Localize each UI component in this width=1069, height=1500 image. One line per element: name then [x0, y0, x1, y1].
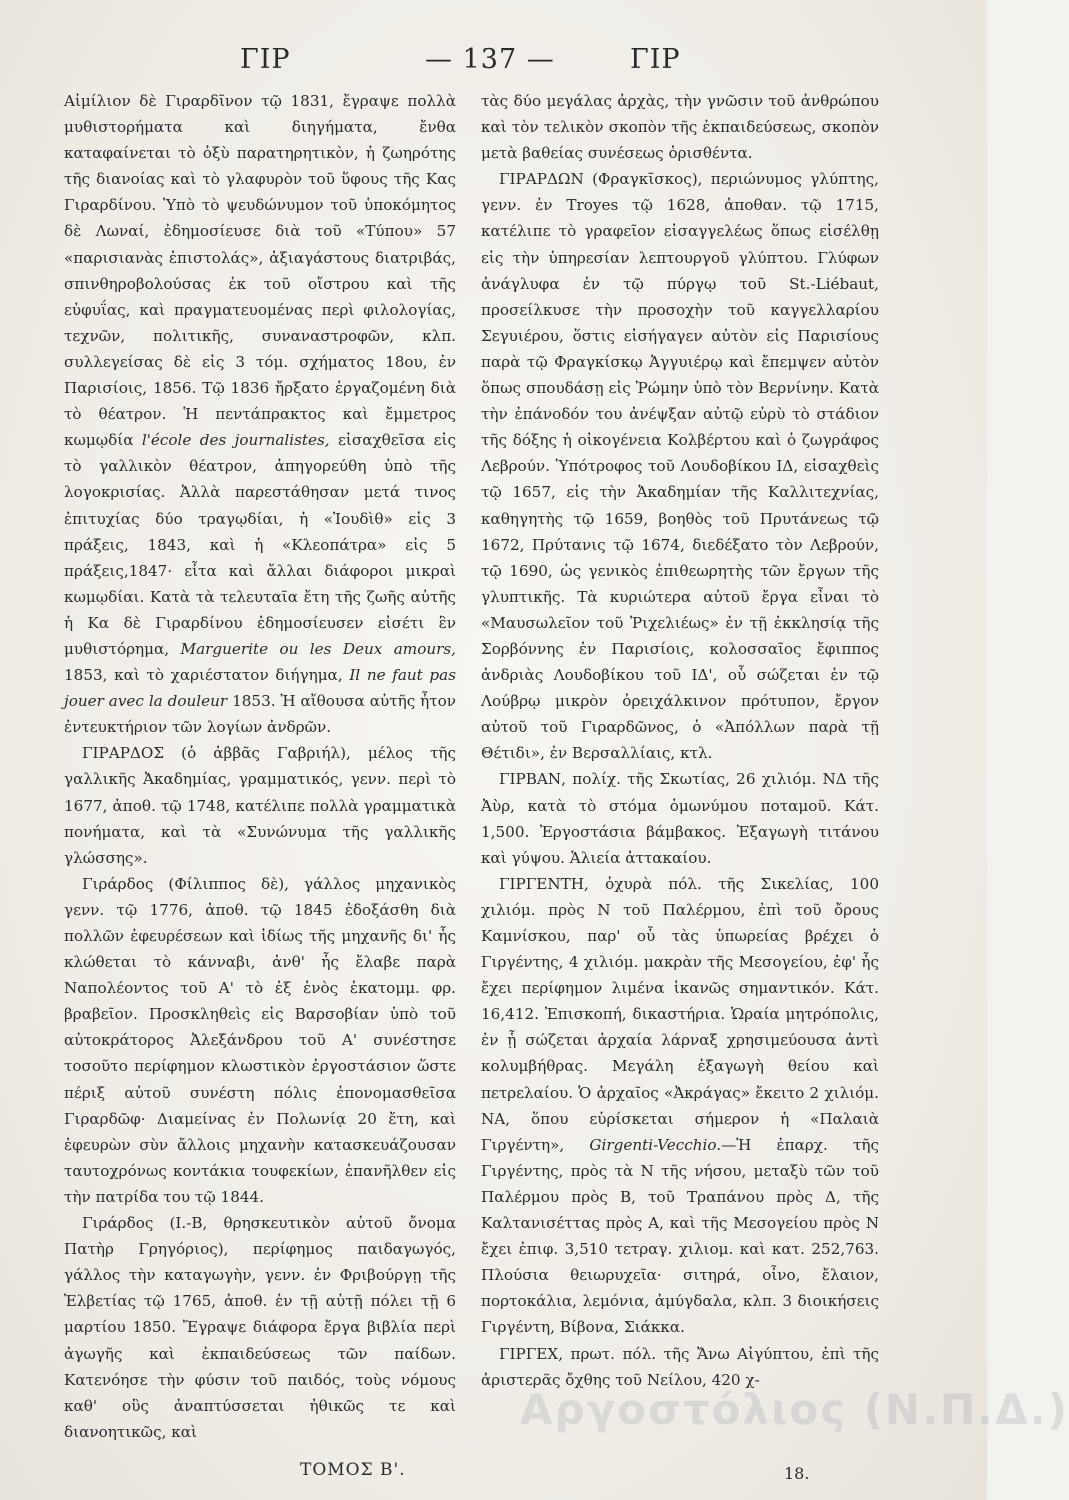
entry-girgeh: ΓΙΡΓΕΧ, πρωτ. πόλ. τῆς Ἄνω Αἰγύπτου, ἐπὶ τῆς ἀριστερᾶς ὄχθης τοῦ Νείλου, 420 χ- [481, 1344, 879, 1389]
signature-mark: 18. [784, 1464, 810, 1483]
italic-title: Marguerite ou les Deux amours, [180, 639, 457, 658]
text-run: 1853, καὶ τὸ χαριέστατον διήγημα, [64, 666, 343, 685]
italic-place-name: Girgenti-Vecchio. [589, 1135, 722, 1154]
italic-title: l'école des journalistes, [141, 431, 330, 450]
entry-girardos-philippe: Γιράρδος (Φίλιππος δὲ), γάλλος μηχανικὸς γενν. τῷ 1776, ἀποθ. τῷ 1845 ἐδοξάσθη διὰ πολλῶν ἐφευρέσεων καὶ ἰδίως τῆς μηχανῆς δι' ἧς κλώθεται τὸ κάνναβι, ἀνθ' ἧς ἔλαβε παρὰ Ναπολέοντος τοῦ Α' τὸ ἐξ ἑνὸς ἑκατομμ. φρ. βραβεῖον. Προσκληθεὶς εἰς Βαρσοβίαν ὑπὸ τοῦ αὐτοκράτορος Ἀλεξάνδρου τοῦ Α' συνέστησε τοσοῦτο περίφημον κλωστικὸν ἐργοστάσιον ὥστε πέριξ αὐτοῦ συνέστη πόλις ἐπονομασθεῖσα Γιραρδῶφ· Διαμείνας ἐν Πολωνίᾳ 20 ἔτη, καὶ ἐφευρὼν σὺν ἄλλοις μηχανὴν κατασκευάζουσαν ταυτοχρόνως κοντάκια τουφεκίων, ἐπανῆλθεν εἰς τὴν πατρίδα του τῷ 1844. [64, 874, 456, 1206]
left-column [64, 88, 456, 1445]
text-run: 1853. Ἡ αἴθουσα αὐτῆς ἦτον ἐντευκτήριον τῶν λογίων ἀνδρῶν. [64, 692, 456, 737]
header-left-guideword: ΓΙΡ [240, 44, 291, 75]
right-column [481, 88, 879, 1393]
text-run: ΓΙΡΓΕΝΤΗ, ὀχυρὰ πόλ. τῆς Σικελίας, 100 χιλιόμ. πρὸς Ν τοῦ Παλέρμου, ἐπὶ τοῦ ὄρους Καμνίσκου, παρ' οὗ τὰς ὑπωρείας βρέχει ὁ Γιργέντης, 4 χιλιόμ. μακρὰν τῆς Μεσογείου, ἐφ' ἧς ἔχει περίφημον λιμένα ἱκανῶς σημαντικόν. Κάτ. 16,412. Ἐπισκοπή, δικαστήρια. Ὡραία μητρόπολις, ἐν ᾗ σώζεται ἀρχαία λάρναξ χρησιμεύουσα ἀντὶ κολυμβήθρας. Μεγάλη ἐξαγωγὴ θείου καὶ πετρελαίου. Ὁ ἀρχαῖος «Ἀκράγας» ἔκειτο 2 χιλιόμ. ΝΑ, ὅπου εὑρίσκεται σήμερον ἡ «Παλαιὰ Γιργέντη», [481, 874, 879, 1154]
italic-title: Il ne faut pas jouer avec la douleur [64, 666, 457, 711]
text-run: Αἰμίλιον δὲ Γιραρδῖνον τῷ 1831, ἔγραψε πολλὰ μυθιστορήματα καὶ διηγήματα, ἔνθα καταφαίνεται τὸ ὀξὺ παρατηρητικὸν, ἡ ζωηρότης τῆς διανοίας καὶ τὸ γλαφυρὸν τοῦ ὕφους τῆς Κας Γιραρδίνου. Ὑπὸ τὸ ψευδώνυμον τοῦ ὑποκόμητος δὲ Λωναί, ἐδημοσίευσε διὰ τοῦ «Τύπου» 57 «παρισιανὰς ἐπιστολάς», ἀξιαγάστους διατριβάς, σπινθηροβολούσας ἐκ τοῦ οἴστρου καὶ τῆς εὐφυΐας, καὶ πραγματευομένας περὶ φιλολογίας, τεχνῶν, πολιτικῆς, συναναστροφῶν, κλπ. συλλεγείσας δὲ εἰς 3 τόμ. σχήματος 18ου, ἐν Παρισίοις, 1856. Τῷ 1836 ἤρξατο ἐργαζομένη διὰ τὸ θέατρον. Ἡ πεντάπρακτος καὶ ἔμμετρος κωμῳδία [64, 92, 456, 450]
text-run: —Ἡ ἐπαρχ. τῆς Γιργέντης, πρὸς τὰ Ν τῆς νήσου, μεταξὺ τῶν τοῦ Παλέρμου πρὸς Β, τοῦ Τραπάνου πρὸς Δ, τῆς Καλτανισέττας πρὸς Α, καὶ τῆς Μεσογείου πρὸς Ν ἔχει ἐπιφ. 3,510 τετραγ. χιλιομ. καὶ κατ. 252,763. Πλούσια θειωρυχεῖα· σιτηρά, οἶνο, ἔλαιον, πορτοκάλια, λεμόνια, ἀμύγδαλα, κλπ. 3 διοικήσεις Γιργέντη, Βίβονα, Σιάκκα. [481, 1135, 880, 1337]
page-number: — 137 — [425, 44, 555, 75]
entry-girardos-abbe: ΓΙΡΑΡΔΟΣ (ὁ ἀββᾶς Γαβριήλ), μέλος τῆς γαλλικῆς Ἀκαδημίας, γραμματικός, γενν. περὶ τὸ 1677, ἀποθ. τῷ 1748, κατέλιπε πολλὰ γραμματικὰ πονήματα, καὶ τὰ «Συνώνυμα τῆς γαλλικῆς γλώσσης». [64, 744, 456, 867]
paragraph-continuation: τὰς δύο μεγάλας ἀρχὰς, τὴν γνῶσιν τοῦ ἀνθρώπου καὶ τὸν τελικὸν σκοπὸν τῆς ἐκπαιδεύσεως, σκοπὸν μετὰ βαθείας συνέσεως ὁρισθέντα. [481, 92, 879, 163]
entry-girardos-gregoire: Γιράρδος (I.-B, θρησκευτικὸν αὐτοῦ ὄνομα Πατὴρ Γρηγόριος), περίφημος παιδαγωγός, γάλλος τὴν καταγωγὴν, γενν. ἐν Φριβούργῃ τῆς Ἑλβετίας τῷ 1765, ἀποθ. ἐν τῇ αὐτῇ πόλει τῇ 6 μαρτίου 1850. Ἔγραψε διάφορα ἔργα βιβλία περὶ ἀγωγῆς καὶ ἐκπαιδεύσεως τῶν παίδων. Κατενόησε τὴν φύσιν τοῦ παιδός, τοὺς νόμους καθ' οὓς ἀναπτύσσεται ἠθικῶς τε καὶ διανοητικῶς, καὶ [64, 1214, 456, 1441]
library-watermark: Αργοστόλιος (Ν.Π.Δ.) [520, 1385, 1069, 1434]
entry-girgenti [481, 871, 879, 1341]
text-run: εἰσαχθεῖσα εἰς τὸ γαλλικὸν θέατρον, ἀπηγορεύθη ὑπὸ τῆς λογοκρισίας. Ἀλλὰ παρεστάθησαν μετά τινος ἐπιτυχίας δύο τραγῳδίαι, ἡ «Ἰουδὶθ» εἰς 3 πράξεις, 1843, καὶ ἡ «Κλεοπάτρα» εἰς 5 πράξεις,1847· εἶτα καὶ ἄλλαι διάφοροι μικραὶ κωμῳδίαι. Κατὰ τὰ τελευταῖα ἔτη τῆς ζωῆς αὐτῆς ἡ Κα δὲ Γιραρδίνου ἐδημοσίευσεν εἰσέτι ἓν μυθιστόρημα, [64, 431, 456, 658]
running-header [70, 44, 940, 84]
paragraph-continuation [64, 88, 456, 740]
header-right-guideword: ΓΙΡ [630, 44, 681, 75]
entry-girardon: ΓΙΡΑΡΔΩΝ (Φραγκῖσκος), περιώνυμος γλύπτης, γενν. ἐν Troyes τῷ 1628, ἀποθαν. τῷ 1715, κατέλιπε τὸ γραφεῖον εἰσαγγελέως ὅπως εἰσέλθῃ εἰς τὴν ὑπηρεσίαν λεπτουργοῦ γλύπτου. Γλύφων ἀνάγλυφα ἐν τῷ πύργῳ τοῦ St.-Liébaut, προσείλκυσε τὴν προσοχὴν τοῦ καγγελλαρίου Σεγυιέρου, ὅστις εἰσήγαγεν αὐτὸν εἰς Παρισίους παρὰ τῷ Φραγκίσκῳ Ἀγγυιέρῳ καὶ ἔπεμψεν αὐτὸν ὅπως σπουδάσῃ εἰς Ῥώμην ὑπὸ τὸν Βερνίνην. Κατὰ τὴν ἐπάνοδόν του ἀνέψξαν αὐτῷ εὐρὺ τὸ στάδιον τῆς δόξης ἡ οἰκογένεια Κολβέρτου καὶ ὁ ζωγράφος Λεβρούν. Ὑπότροφος τοῦ Λουδοβίκου ΙΔ, εἰσαχθεὶς τῷ 1657, εἰς τὴν Ἀκαδημίαν τῆς Καλλιτεχνίας, καθηγητὴς τῷ 1659, βοηθὸς τοῦ Πρυτάνεως τῷ 1672, Πρύτανις τῷ 1674, διεδέξατο τὸν Λεβρούν, τῷ 1690, ὡς γενικὸς ἐπιθεωρητὴς τῶν ἔργων τῆς γλυπτικῆς. Τὰ κυριώτερα αὐτοῦ ἔργα εἶναι τὸ «Μαυσωλεῖον τοῦ Ῥιχελιέως» ἐν τῇ ἐκκλησίᾳ τῆς Σορβόννης ἐν Παρισίοις, κολοσσαῖος ἔφιππος ἀνδριὰς Λουδοβίκου τοῦ ΙΔ', οὗ σώζεται ἐν τῷ Λούβρῳ μικρὸν ὀρειχάλκινον πρότυπον, ἔργον αὐτοῦ τοῦ Γιραρδῶνος, ὁ «Ἀπόλλων παρὰ τῇ Θέτιδι», ἐν Βερσαλλίαις, κτλ. [481, 170, 879, 763]
volume-footer: ΤΟΜΟΣ Β'. [300, 1460, 406, 1480]
entry-girvan: ΓΙΡΒΑΝ, πολίχ. τῆς Σκωτίας, 26 χιλιόμ. ΝΔ τῆς Ἀὺρ, κατὰ τὸ στόμα ὁμωνύμου ποταμοῦ. Κάτ. 1,500. Ἐργοστάσια βάμβακος. Ἐξαγωγὴ τιτάνου καὶ γύψου. Ἁλιεία ἀττακαίου. [481, 770, 879, 867]
